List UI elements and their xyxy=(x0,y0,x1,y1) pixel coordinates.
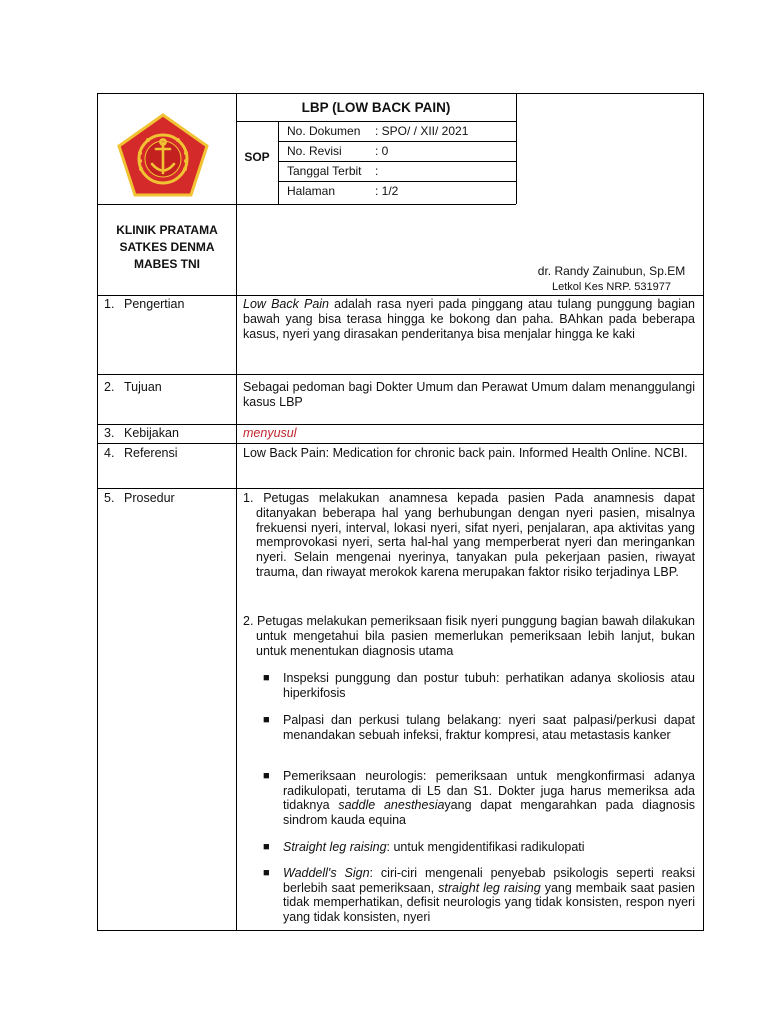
bullet-icon: ■ xyxy=(263,714,270,726)
bullet-icon: ■ xyxy=(263,841,270,853)
procedure-step-2: 2. Petugas melakukan pemeriksaan fisik nyeri punggung bagian bawah dilakukan untuk mengetahui bila pasien memerlukan pemeriksaan lebih lanjut, bukan untuk menentukan diagnosis utama xyxy=(243,614,695,658)
clinic-line: KLINIK PRATAMA xyxy=(116,223,218,237)
document-title: LBP (LOW BACK PAIN) xyxy=(301,100,451,115)
meta-value: : xyxy=(375,164,379,178)
procedure-bullet: ■ Straight leg raising: untuk mengidentifikasi radikulopati xyxy=(263,840,585,854)
meta-divider xyxy=(278,181,516,182)
signer-block xyxy=(524,264,699,293)
bullet-icon: ■ xyxy=(263,672,270,684)
section-divider xyxy=(98,295,704,296)
tni-emblem-logo xyxy=(117,113,209,197)
column-divider xyxy=(236,94,237,931)
signer-name: dr. Randy Zainubun, Sp.EM xyxy=(537,264,686,278)
title-divider xyxy=(236,121,516,122)
procedure-bullet: ■ Palpasi dan perkusi tulang belakang: nyeri saat palpasi/perkusi dapat menandakan sebuah infeksi, fraktur kompresi, atau metastasis kanker xyxy=(263,713,695,742)
meta-key: No. Revisi xyxy=(287,144,342,158)
sop-label: SOP xyxy=(244,150,270,164)
section-label-pengertian: 1. Pengertian xyxy=(104,297,185,311)
term-lbp: Low Back Pain xyxy=(243,297,330,311)
meta-key: Halaman xyxy=(287,184,336,198)
section-divider xyxy=(98,488,704,489)
section-divider xyxy=(98,374,704,375)
sop-document xyxy=(97,93,704,931)
section-label-prosedur: 5. Prosedur xyxy=(104,491,175,505)
bullet-icon: ■ xyxy=(263,770,270,782)
meta-divider xyxy=(278,161,516,162)
meta-value: : SPO/ / XII/ 2021 xyxy=(375,124,469,138)
section-label-kebijakan: 3. Kebijakan xyxy=(104,426,179,440)
procedure-bullet: ■ Inspeksi punggung dan postur tubuh: perhatikan adanya skoliosis atau hiperkifosis xyxy=(263,671,695,700)
meta-bottom-divider xyxy=(236,204,516,205)
bullet-icon: ■ xyxy=(263,867,270,879)
signer-nrp: Letkol Kes NRP. 531977 xyxy=(551,281,672,293)
clinic-line: MABES TNI xyxy=(134,257,200,271)
section-body-tujuan: Sebagai pedoman bagi Dokter Umum dan Perawat Umum dalam menanggulangi kasus LBP xyxy=(243,380,695,409)
procedure-bullet: ■ Waddell's Sign: ciri-ciri mengenali penyebab psikologis seperti reaksi berlebih saat pemeriksaan, straight leg raising yang membaik saat pasien tidak memperhatikan, defisit neurologis yang tidak konsisten, respon nyeri yang tidak konsisten, nyeri xyxy=(263,866,696,924)
section-body-referensi: Low Back Pain: Medication for chronic back pain. Informed Health Online. NCBI. xyxy=(243,446,688,460)
logo-divider xyxy=(98,204,236,205)
clinic-name xyxy=(98,222,236,273)
procedure-bullet: ■ Pemeriksaan neurologis: pemeriksaan untuk mengkonfirmasi adanya radikulopati, terutama di L5 dan S1. Dokter juga harus memeriksa ada tidaknya saddle anesthesiayang dapat mengarahkan pada diagnosis sindrom kauda equina xyxy=(263,769,695,827)
sop-divider xyxy=(278,122,279,204)
section-divider xyxy=(98,443,704,444)
section-divider xyxy=(98,424,704,425)
header-divider xyxy=(516,94,517,204)
section-label-referensi: 4. Referensi xyxy=(104,446,178,460)
meta-value: : 1/2 xyxy=(375,184,399,198)
meta-value: : 0 xyxy=(375,144,389,158)
procedure-step-1: 1. Petugas melakukan anamnesa kepada pasien Pada anamnesis dapat ditanyakan beberapa hal yang berhubungan dengan nyeri pasien, misalnya frekuensi nyeri, interval, lokasi nyeri, sifat nyeri, penjalaran, apa aktivitas yang memprovokasi nyeri, serta hal-hal yang memperberat nyeri dan meringankan nyeri. Selain mengenai nyerinya, tanyakan pula pekerjaan pasien, riwayat trauma, dan riwayat merokok karena merupakan faktor risiko terjadinya LBP. xyxy=(243,491,695,579)
meta-key: No. Dokumen xyxy=(287,124,361,138)
clinic-line: SATKES DENMA xyxy=(119,240,215,254)
meta-divider xyxy=(278,141,516,142)
section-body-pengertian: Low Back Pain adalah rasa nyeri pada pinggang atau tulang punggung bagian bawah yang bisa terasa hingga ke bokong dan paha. BAhkan pada beberapa kasus, nyeri yang dirasakan penderitanya bisa menjalar hingga ke kaki xyxy=(243,297,695,341)
section-label-tujuan: 2. Tujuan xyxy=(104,380,162,394)
meta-key: Tanggal Terbit xyxy=(287,164,362,178)
section-body-kebijakan: menyusul xyxy=(243,426,297,440)
